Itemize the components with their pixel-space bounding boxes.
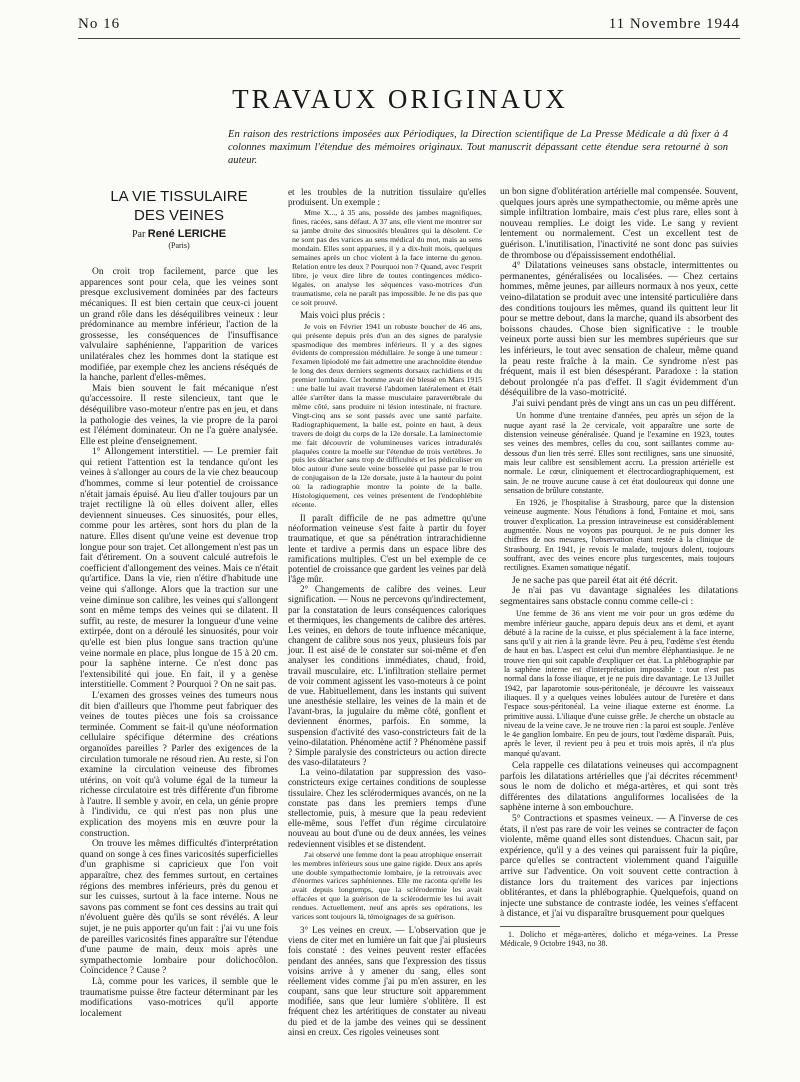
paragraph: 5° Contractions et spasmes veineux. — A l'inverse de ces états, il n'est pas rare de voir les veines se contracter de façon violente, même quand elles sont distendues. Chacun sait, par expérience, qu'il y a des veines qui paraissent fuir la piqûre, parce qu'elles se contractent violemment quand l'aiguille arrive sur l'adventice. On voit souvent cette contraction à distance lors du traitement des varices par injections oblitérantes, et dans la phlébographie. Quelquefois, quand on injecte une substance de contraste iodée, les veines s'effacent à distance, et j'ai vu disparaître brusquement pour quelques <box>500 814 738 920</box>
paragraph: et les troubles de la nutrition tissulaire qu'elles produisent. Un exemple : <box>288 187 486 208</box>
case-report: En 1926, je l'hospitalise à Strasbourg, parce que la distension veineuse augmente. Nous l'étudions à fond, Fontaine et moi, sans trouver d'explication. La pression intraveineuse est considérablement augmentée. Nous ne voyons pas pourquoi. Je ne puis donner les chiffres de nos mesures, l'observation étant restée à la clinique de Strasbourg. En 1941, je revois le malade, toujours dolent, toujours souffrant, avec des veines encore plus turgescentes, mais toujours rectilignes. Examen somatique négatif. <box>504 498 734 573</box>
header-rule <box>78 38 740 39</box>
article-title-line-2: DES VEINES <box>133 207 225 224</box>
column-2 <box>288 187 486 1037</box>
case-report: Une femme de 36 ans vient me voir pour un gros œdème du membre inférieur gauche, apparu depuis deux ans et demi, et ayant débuté à la racine de la cuisse, et plus spécialement à la face interne, sans qu'il y ait rien à la grande lèvre. Peu à peu, l'œdème s'est étendu de haut en bas. L'aspect est celui d'un membre éléphantiasique. Je ne trouve rien qui soit capable d'expliquer cet état. La phlébographie par la saphène interne est d'interprétation impossible : tout n'est pas normal dans la fosse iliaque, et je ne puis dire davantage. Le 13 Juillet 1942, par laparotomie sous-péritonéale, je découvre les vaisseaux iliaques. Il y a quelques veines lobulées autour de l'uretère et dans l'espace sous-péritonéal. La veine iliaque externe est énorme. La primitive aussi. L'iliaque d'une cuisse grêle. Je cherche un obstacle au niveau de la veine cave. Je ne trouve rien : la paroi est souple. J'enlève le 4e ganglion lombaire. En peu de jours, tout l'œdème disparaît. Puis, après le lever, il revient peu à peu et trois mois après, il n'a plus manqué qu'avant. <box>504 609 734 758</box>
case-report: J'ai observé une femme dont la peau atrophique enserrait les membres inférieurs sous une gaine rigide. Deux ans après une double sympathectomie lombaire, je la retrouvais avec d'énormes varices saphéniennes. Elle me raconta qu'elle les avait depuis longtemps, que la sclérodermie les avait effacées et que la guérison de la sclérodermie les lui avait rendues. Actuellement, neuf ans après ses opérations, les varices sont toujours là, témoignages de sa guérison. <box>292 849 482 922</box>
paragraph: On trouve les mêmes difficultés d'interprétation quand on songe à ces fines varicosités superficielles d'un graphisme si capricieux que l'on voit apparaître, chez des femmes surtout, en certaines régions des membres inférieurs, près du genou et sur les cuisses, surtout à la face interne. Nous ne savons pas comment se font ces dessins au trait qui n'évoluent guère dès qu'ils se sont révélés. A leur sujet, je ne puis apporter qu'un fait : j'ai vu une fois de pareilles varicosités fines apparaître sur l'étendue d'une paume de main, deux mois après une sympathectomie lombaire pour dolichocôlon. Coïncidence ? Cause ? <box>80 839 278 977</box>
paragraph: 1° Allongement interstitiel. — Le premier fait qui retient l'attention est la tendance qu'ont les veines à s'allonger au cours de la vie chez beaucoup d'hommes, comme si leur potentiel de croissance n'était jamais épuisé. Au lieu d'aller toujours par un trajet rectiligne là où elles doivent aller, elles deviennent sinueuses. Ces sinuosités, pour elles, comme pour les artères, sont hors du plan de la nature. Elles disent qu'une veine est devenue trop longue pour son trajet. Cet allongement n'est pas un fait d'étirement. On a souvent calculé autrefois le coefficient d'allongement des veines. Mais ce n'était qu'artifice. Dans la vie, rien n'étire d'habitude une veine qui s'allonge. Alors que la traction sur une veine diminue son calibre, les veines qui s'allongent sont en même temps des veines qui se dilatent. Il suffit, au reste, de mesurer la longueur d'une veine extirpée, dont on a déroulé les sinuosités, pour voir qu'elle est bien plus longue sans traction qu'une veine normale en place, plus longue de 15 à 20 cm. pour la saphène interne. Ce n'est donc pas l'extensibilité qui joue. En fait, il y a genèse interstitielle. Comment ? Pourquoi ? On ne sait pas. <box>80 447 278 691</box>
paragraph: La veino-dilatation par suppression des vaso-constricteurs exige certaines conditions de souplesse tissulaire. Chez les sclérodermiques avancés, on ne la constate pas dans les premiers temps d'une stellectomie, puis, à mesure que la peau redevient elle-même, sous l'effet d'un régime circulatoire nouveau au bout d'une ou de deux années, les veines redeviennent visibles et se distendent. <box>288 767 486 849</box>
paragraph: Cela rappelle ces dilatations veineuses qui accompagnent parfois les dilatations artérielles que j'ai décrites récemment¹ sous le nom de dolicho et méga-artères, et qui sont très différentes des dilatations anguliformes localisées de la saphène interne à son embouchure. <box>500 761 738 814</box>
paragraph: Je ne sache pas que pareil état ait été décrit. <box>512 575 678 586</box>
issue-date: 11 Novembre 1944 <box>608 16 740 32</box>
page-header <box>78 16 740 38</box>
section-title: TRAVAUX ORIGINAUX <box>232 84 568 114</box>
paragraph: Il paraît difficile de ne pas admettre qu'une néoformation veineuse s'est faite à partir du foyer traumatique, et que sa pénétration intrarachidienne lente et tardive a permis dans un espace libre des ramifications multiples. C'est un bel exemple de ce potentiel de croissance que gardent les veines par delà l'âge mûr. <box>288 513 486 585</box>
paragraph: L'examen des grosses veines des tumeurs nous dit bien d'ailleurs que l'homme peut fabriquer des veines de toutes pièces une fois sa croissance terminée. Comment se fait-il qu'une néoformation cellulaire spécifique détermine des créations organoïdes pareilles ? Parler des exigences de la circulation tumorale ne résoud rien. Au reste, si l'on examine la circulation veineuse des fibromes utérins, on voit qu'à volume égal de la tumeur la richesse circulatoire est très différente d'un fibrome à l'autre. Il semble y avoir, en cela, un génie propre à l'individu, ce qui n'est pas non plus une explication des moyens mis en œuvre pour la construction. <box>80 690 278 839</box>
paragraph: 4° Dilatations veineuses sans obstacle, intermittentes ou permanentes, généralisées ou localisées. — Chez certains hommes, même jeunes, par ailleurs normaux à nos yeux, cette veino-dilatation se produit avec une intensité particulière dans des conditions toujours les mêmes, quand ils quittent leur lit pour se mettre debout, dans la marche, quand ils absorbent des boissons chaudes. Chose bien significative : le trouble veineux porte aussi bien sur les membres supérieurs que sur les inférieurs, le tout avec sensation de chaleur, même quand la peau reste fraîche à la main. Ce syndrome n'est pas fréquent, mais il est bien désespérant. Paradoxe : la station debout prolongée n'a pas d'effet. Il s'agit évidemment d'un déséquilibre de la vaso-motricité. <box>500 261 738 399</box>
case-report: Je vois en Février 1941 un robuste boucher de 46 ans, qui présente depuis près d'un an des signes de paralysie spasmodique des membres inférieurs. Il y a des signes évidents de compression médullaire. Je songe à une tumeur : l'examen lipiodolé me fait admettre une arachnoïdite étendue le long des deux derniers segments dorsaux rachidiens et du premier lombaire. Cet homme avait été blessé en Mars 1915 : une balle lui avait traversé l'abdomen latéralement et était allée s'arrêter dans la masse musculaire paravertébrale du même côté, sans produire ni lésion intestinale, ni fracture. Vingt-cinq ans se sont passés avec une santé parfaite. Radiographiquement, la balle est, pointe en haut, à deux travers de doigt du corps de la 12e dorsale. La laminectomie me fait découvrir de volumineuses varices intraduralés plaquées contre la moelle sur l'étendue de trois vertèbres. Je puis les détacher sans trop de difficultés et les pédiculiser en bloc autour d'une seule veine bosselée qui passe par le trou de conjugaison de la 12e dorsale, juste à la hauteur du point où la radiographie montre la pointe de la balle. Histologiquement, ces veines présentent de l'endophlébite récente. <box>292 321 482 510</box>
paragraph: Là, comme pour les varices, il semble que le traumatisme puisse être facteur déterminant par les modifications vaso-motrices qu'il apporte localement <box>80 976 278 1019</box>
case-report: Un homme d'une trentaine d'années, peu après un séjon de la nuque ayant rasé la 2e cervicale, voit apparaître une sorte de distension veineuse généralisée. Quand je l'examine en 1923, toutes ses veines des membres, celles du cou, sont saillantes comme au-dessous d'un lien très serré. Elles sont rectilignes, sans une sinuosité, mais leur calibre est sensiblement accru. La pression artérielle est normale. Le cœur, cliniquement et électrocardiographiquement, est sain. Je ne trouve aucune cause à cet état douloureux qui donne une sensation de brûlure constante. <box>504 411 734 495</box>
author-line <box>80 229 278 241</box>
article-title-line-1: LA VIE TISSULAIRE <box>110 188 248 205</box>
paragraph: Mais voici plus précis : <box>300 310 386 321</box>
footnote-rule <box>500 926 560 927</box>
paragraph: 3° Les veines en creux. — L'observation que je viens de citer met en lumière un fait que j'ai plusieurs fois constaté : des veines peuvent rester effacées pendant des années, sans que l'expression des tissus voisins arrive à y amener du sang, elles sont réellement vides comme j'ai pu m'en assurer, en les coupant, sans que leur structure soit apparemment modifiée, sans que leur lumière s'oblitère. Il est fréquent chez les artéritiques de constater au niveau du pied et de la jambe des veines qui se dessinent ainsi en creux. Ces rigoles veineuses sont <box>288 925 486 1037</box>
author-name: René LERICHE <box>147 228 227 240</box>
paragraph: J'ai suivi pendant près de vingt ans un cas un peu différent. <box>512 398 736 409</box>
article-title <box>80 187 278 225</box>
author-place: (Paris) <box>168 240 190 250</box>
paragraph: 2° Changements de calibre des veines. Leur signification. — Nous ne percevons qu'indirectement, par la constatation de leurs conséquences caloriques et thermiques, les changements de calibre des artères. Les veines, en dehors de toute influence mécanique, changent de calibre sous nos yeux, plusieurs fois par jour. Il est aisé de le constater sur soi-même et d'en analyser les conditions immédiates, chaud, froid, travail musculaire, etc. L'infiltration stellaire permet de voir comment agissent les vaso-moteurs à ce point de vue. Habituellement, dans les instants qui suivent une anesthésie stellaire, les veines de la main et de l'avant-bras, la jugulaire du même côté, gonflent et deviennent énormes, parfois. En somme, la suspension d'activité des vaso-constricteurs fait de la veino-dilatation. Phénomène actif ? Phénomène passif ? Simple paralysie des constricteurs ou action directe des vaso-dilatateurs ? <box>288 584 486 768</box>
paragraph: On croit trop facilement, parce que les apparences sont pour cela, que les veines sont presque exclusivement dominées par des facteurs mécaniques. Il est bien certain que ceux-ci jouent un grand rôle dans les déséquilibres veineux : leur prédominance au membre inférieur, l'action de la grossesse, les conséquences de l'insuffisance valvulaire saphénienne, l'apparition de varices unilatérales chez les hommes dont la statique est modifiée, par exemple chez les anciens réséqués de la hanche, parlent d'elles-mêmes. <box>80 267 278 384</box>
footnote: 1. Dolicho et méga-artères, dolicho et méga-veines. La Presse Médicale, 9 Octobre 1943, no 38. <box>500 929 738 949</box>
paragraph: un bon signe d'oblitération artérielle mal compensée. Souvent, quelques jours après une sympathectomie, ou même après une simple infiltration lombaire, mais c'est plus rare, elles sont à nouveau remplies. Le doigt les vide. Le sang y revient lentement ou normalement. C'est un excellent test de guérison. L'inutilisation, l'inactivité ne sont donc pas suivies de thrombose ou d'épaississement endothélial. <box>500 187 738 261</box>
author-prefix: Par <box>131 229 146 240</box>
paragraph: Mais bien souvent le fait mécanique n'est qu'accessoire. Il reste silencieux, tant que le déséquilibre vaso-moteur n'entre pas en jeu, et dans la pathologie des veines, la vie propre de la paroi est l'élément dominateur. On ne l'a guère analysée. Elle est pleine d'enseignement. <box>80 383 278 447</box>
editorial-note: En raison des restrictions imposées aux Périodiques, la Direction scientifique de La Presse Médicale a dû fixer à 4 colonnes maximum l'étendue des mémoires originaux. Tout manuscrit dépassant cette étendue sera retourné à son auteur. <box>228 129 728 167</box>
paragraph: Je n'ai pas vu davantage signalées les dilatations segmentaires sans obstacle connu comme celle-ci : <box>500 586 738 607</box>
column-3 <box>500 187 738 949</box>
page-number: No 16 <box>78 16 121 32</box>
column-1 <box>80 187 278 1019</box>
case-report: Mme X..., à 35 ans, possède des jambes magnifiques, fines, racées, sans défaut. A 37 ans, elle vient me montrer sur sa jambe droite des sinuosités bleuâtres qui la désolent. Ce ne sont pas des varices au sens médical du mot, mais au sens mondain. Elles sont apparues, il y a dix-huit mois, quelques semaines après un choc violent à la face interne du genou. Relation entre les deux ? Pourquoi non ? Quand, avec l'esprit libre, je veux dire libre de toutes contingences médico-légales, on analyse les séquences vaso-motrices d'un traumatisme, cela ne paraît pas impossible. Je ne dis pas que ce soit prouvé. <box>292 208 482 307</box>
